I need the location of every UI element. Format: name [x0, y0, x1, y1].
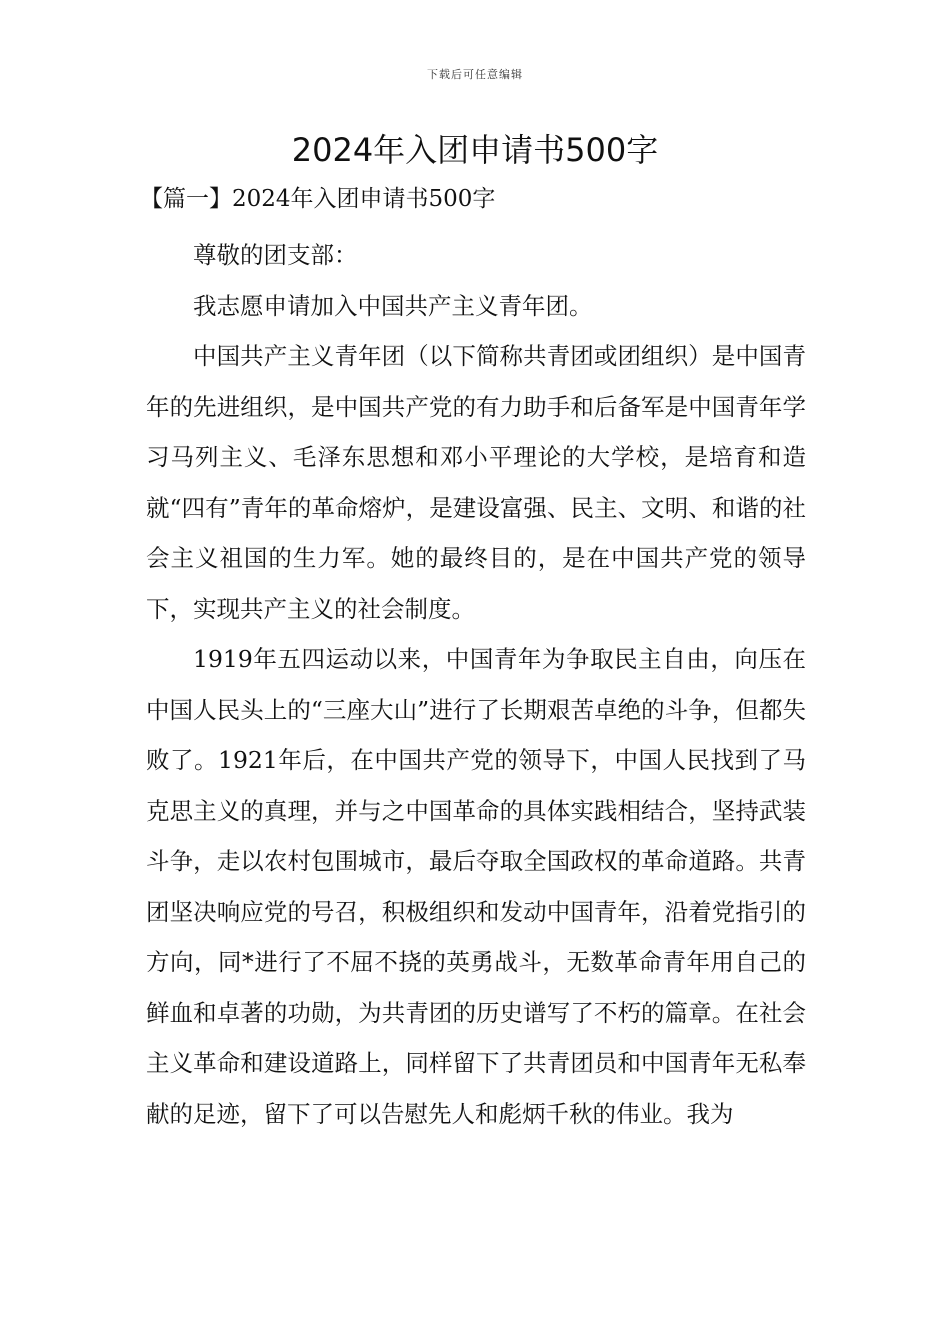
document-title: 2024年入团申请书500字	[291, 131, 659, 169]
header-note: 下载后可任意编辑	[427, 68, 523, 81]
body-paragraph: 1919年五四运动以来，中国青年为争取民主自由，向压在中国人民头上的“三座大山”进行了长期艰苦卓绝的斗争，但都失败了。1921年后，在中国共产党的领导下，中国人民找到了马克思主义的真理，并与之中国革命的具体实践相结合，坚持武装斗争，走以农村包围城市，最后夺取全国政权的革命道路。共青团坚决响应党的号召，积极组织和发动中国青年，沿着党指引的方向，同*进行了不屈不挠的英勇战斗，无数革命青年用自己的鲜血和卓著的功勋，为共青团的历史谱写了不朽的篇章。在社会主义革命和建设道路上，同样留下了共青团员和中国青年无私奉献的足迹，留下了可以告慰先人和彪炳千秋的伟业。我为	[146, 645, 806, 1128]
salutation-paragraph: 尊敬的团支部：	[193, 241, 358, 269]
document-body	[146, 230, 806, 1139]
section-heading: 【篇一】2024年入团申请书500字	[140, 186, 496, 212]
intent-paragraph: 我志愿申请加入中国共产主义青年团。	[193, 291, 593, 320]
body-paragraph: 中国共产主义青年团（以下简称共青团或团组织）是中国青年的先进组织，是中国共产党的有力助手和后备军是中国青年学习马列主义、毛泽东思想和邓小平理论的大学校，是培育和造就“四有”青年的革命熔炉，是建设富强、民主、文明、和谐的社会主义祖国的生力军。她的最终目的，是在中国共产党的领导下，实现共产主义的社会制度。	[146, 342, 806, 623]
